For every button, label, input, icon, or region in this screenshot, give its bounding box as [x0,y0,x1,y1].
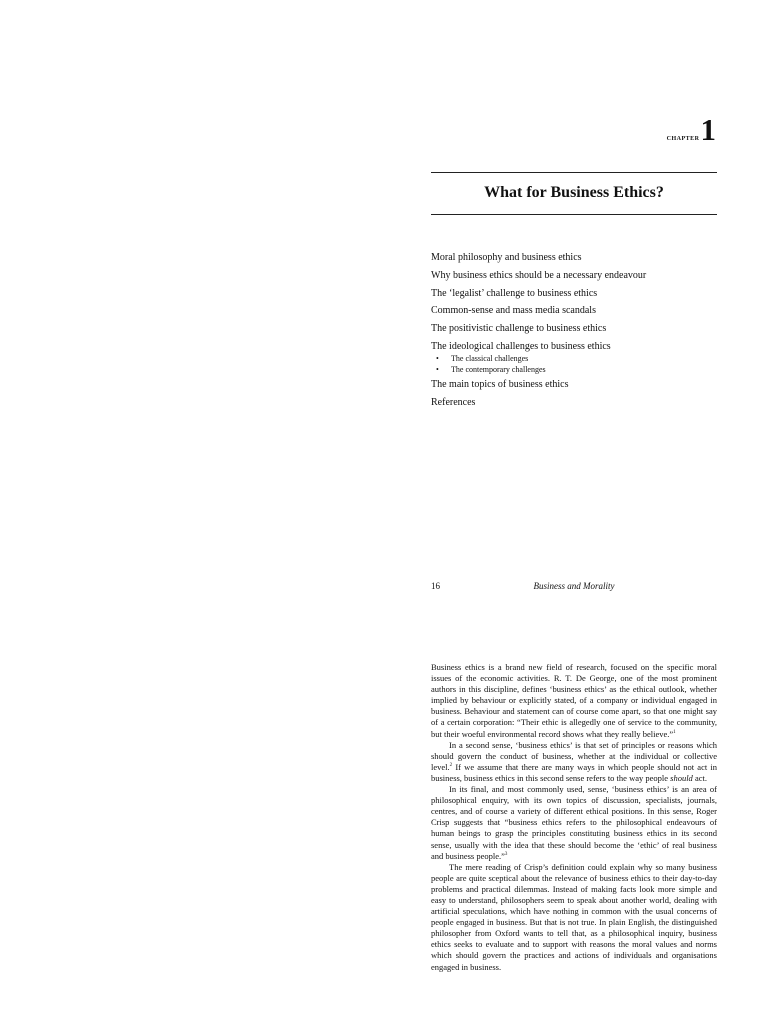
footnote-ref: 2 [449,763,453,769]
toc-item: The positivistic challenge to business ethics [431,323,607,335]
footnote-ref: 1 [673,729,676,735]
paragraph-text: In its final, and most commonly used, sense, ‘business ethics’ is an area of philosophical enquiry, with its own topics of discussion, specialists, journals, centres, and of course a variety of different ethical positions. In this sense, Roger Crisp suggests that “business ethics refers to the philosophical endeavours of human beings to grasp the principles constituting business ethics in its second sense, usually with the idea that these should become the ‘ethic’ of real business and business people.” [431,784,717,861]
toc-item: Why business ethics should be a necessary endeavour [431,269,647,281]
toc-item: Moral philosophy and business ethics [431,252,582,263]
toc-item: The ideological challenges to business ethics [431,340,611,352]
chapter-contents [431,249,717,411]
paragraph [431,784,717,862]
page-folio [431,580,717,593]
paragraph [431,662,717,740]
toc-subitem [431,353,717,364]
title-rule-top [431,172,717,173]
paragraph [431,740,717,784]
paragraph-text: If we assume that there are many ways in which people should not act in business, business ethics in this second sense refers to the way people [431,761,717,783]
toc-item: References [431,396,476,408]
paragraph-text: The mere reading of Crisp’s definition could explain why so many business people are quite sceptical about the relevance of business ethics to their day-to-day problems and practical dilemmas. Instead of making facts look more simple and easy to understand, philosophers seem to speak about another world, dealing with artificial speculations, which have nothing in common with the usual concerns of people engaged in business. But that is not true. In plain English, the distinguished philosopher from Oxford wants to tell that, as a philosophical inquiry, business ethics seeks to evaluate and to support with reasons the moral values and norms which should govern the practices and actions of individuals and organisations engaged in business. [431,861,717,972]
bullet-icon: • [436,364,439,374]
toc-subitem-label: The classical challenges [451,353,529,363]
running-head: Business and Morality [533,581,615,591]
paragraph-text: act. [692,772,707,783]
toc-item: The main topics of business ethics [431,378,569,390]
title-rule-bottom [431,214,717,215]
paragraph-text: In a second sense, ‘business ethics’ is that set of principles or reasons which should govern the conduct of business, whether at the individual or collective level. [431,739,717,772]
chapter-heading [600,114,716,146]
page-number: 16 [431,581,440,591]
toc-subitems [431,353,717,375]
paragraph [431,862,717,973]
toc-item: The ‘legalist’ challenge to business ethics [431,287,598,299]
footnote-ref: 3 [504,851,508,857]
paragraph-text: Business ethics is a brand new field of research, focused on the specific moral issues of the economic activities. R. T. De George, one of the most prominent authors in this discipline, defines ‘business ethics’ as the ethical outlook, whether implied by behaviour or explicitly stated, of a company or individual engaged in business. Behaviour and statement can of course come apart, so that one might say of a certain corporation: “Their ethic is allegedly one of service to the community, but their woeful environmental record shows what they really believe.” [431,662,717,739]
chapter-label: CHAPTER [666,136,700,142]
chapter-title: What for Business Ethics? [484,184,664,201]
chapter-number: 1 [700,112,716,147]
toc-subitem-label: The contemporary challenges [451,364,546,374]
toc-sublist [431,353,717,375]
body-text [431,662,717,1024]
bullet-icon: • [436,353,439,363]
toc-item: Common-sense and mass media scandals [431,305,596,317]
emphasis: should [670,772,693,783]
toc-subitem [431,364,717,375]
